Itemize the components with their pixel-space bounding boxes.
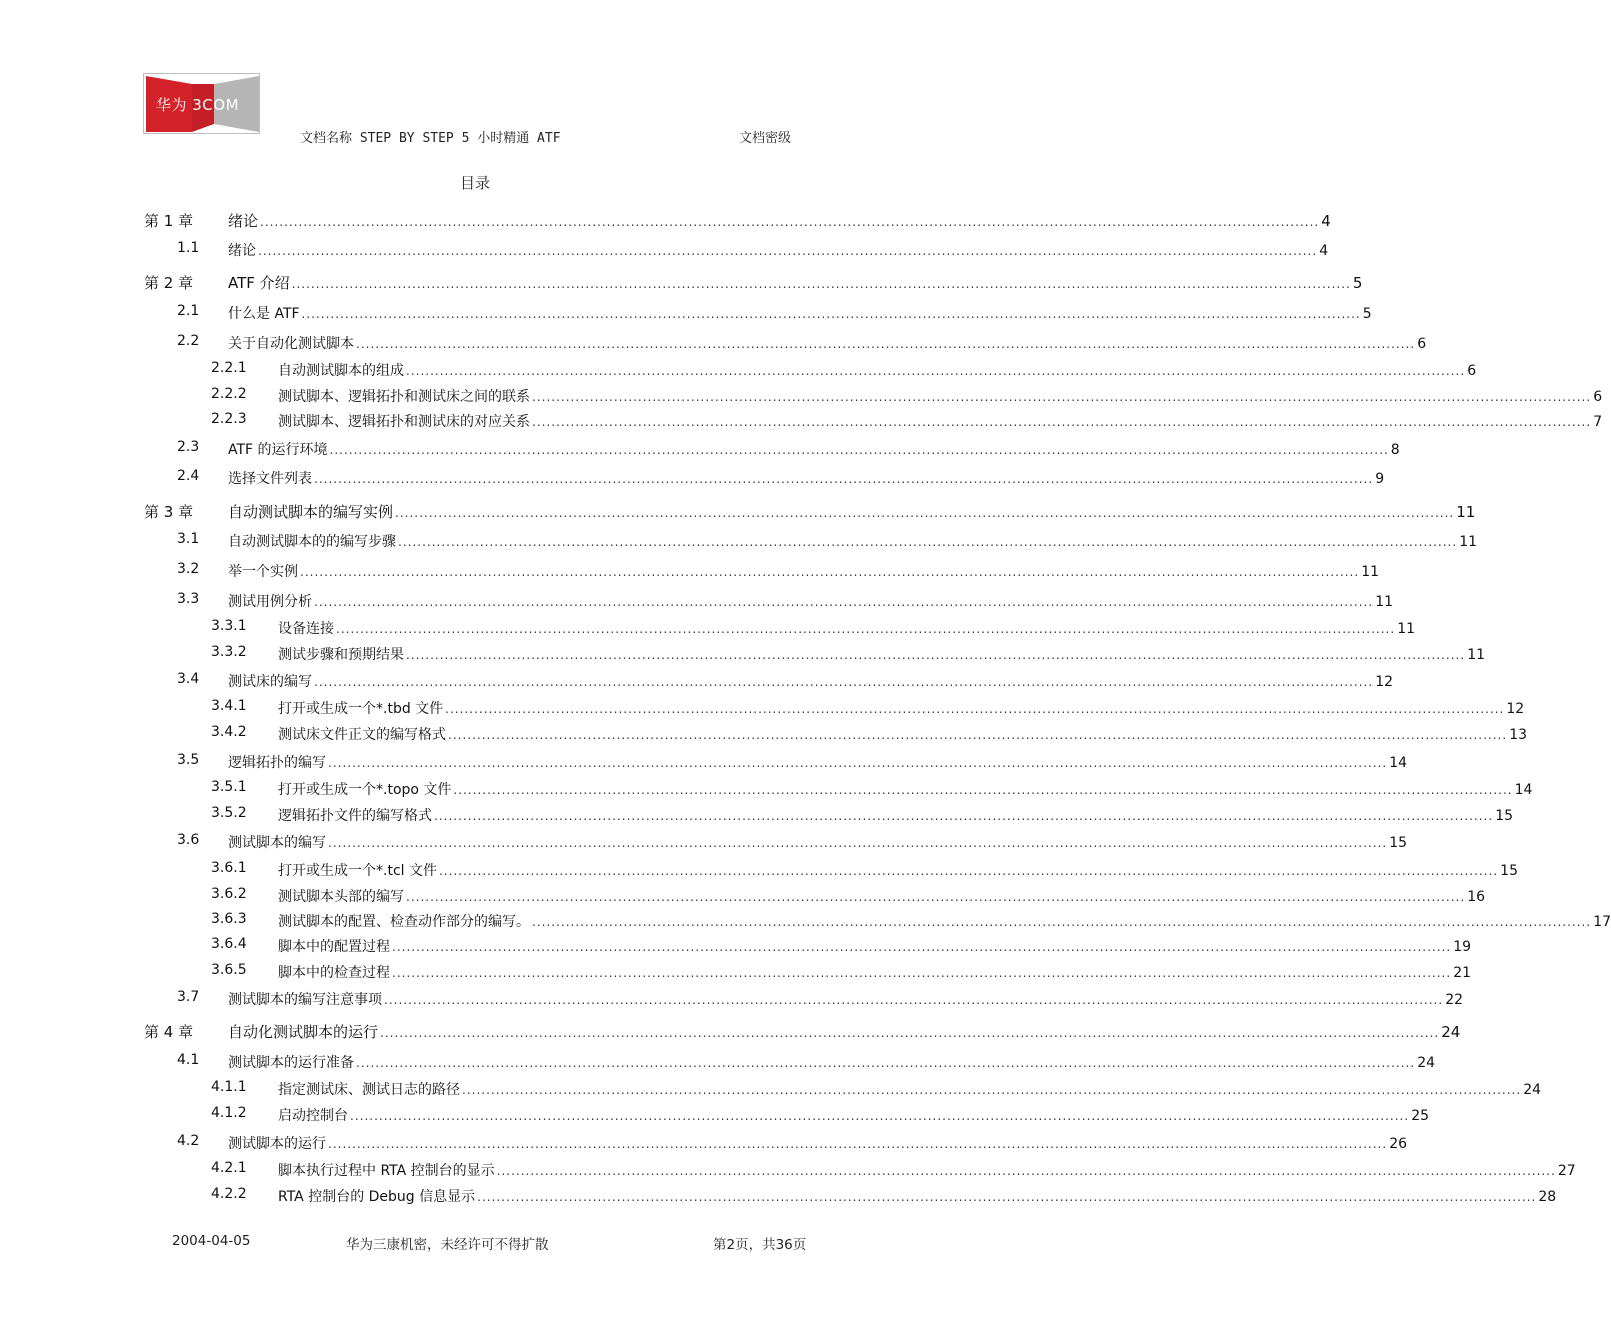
toc-entry-line	[278, 1079, 1542, 1099]
toc-entry-title: 测试脚本的编写注意事项	[228, 992, 382, 1008]
toc-leader-dots: ............................................................................................................................................................................................................................	[258, 244, 1318, 258]
toc-entry-line	[278, 724, 1528, 744]
toc-entry[interactable]	[0, 411, 1603, 433]
toc-entry-number: 4.2.2	[211, 1186, 247, 1202]
toc-entry-page: 13	[1509, 727, 1528, 743]
toc-entry-title: 脚本中的配置过程	[278, 939, 390, 955]
toc-entry-title: ATF 的运行环境	[228, 442, 328, 458]
toc-leader-dots: ............................................................................................................................................................................................................................	[314, 472, 1374, 486]
toc-entry-page: 16	[1467, 889, 1486, 905]
toc-entry-line	[228, 671, 1394, 691]
toc-entry-page: 12	[1375, 674, 1394, 690]
toc-leader-dots: ............................................................................................................................................................................................................................	[532, 390, 1592, 404]
toc-entry[interactable]	[0, 779, 1533, 801]
toc-entry-number: 第 1 章	[144, 212, 194, 230]
toc-leader-dots: ............................................................................................................................................................................................................................	[434, 809, 1494, 823]
toc-leader-dots: ............................................................................................................................................................................................................................	[336, 622, 1396, 636]
toc-leader-dots: ............................................................................................................................................................................................................................	[392, 966, 1452, 980]
toc-entry-page: 15	[1500, 863, 1518, 879]
toc-entry-page: 11	[1456, 503, 1476, 521]
toc-entry-line	[278, 386, 1603, 406]
toc-entry[interactable]	[0, 1133, 1408, 1155]
toc-leader-dots: ............................................................................................................................................................................................................................	[329, 443, 1389, 457]
toc-entry-title: 测试脚本、逻辑拓扑和测试床的对应关系	[278, 414, 530, 430]
toc-entry-page: 19	[1453, 939, 1472, 955]
toc-entry-title: 脚本执行过程中 RTA 控制台的显示	[278, 1163, 495, 1179]
toc-entry-number: 3.6	[177, 832, 200, 848]
toc-leader-dots: ............................................................................................................................................................................................................................	[496, 1164, 1556, 1178]
document-name: 文档名称 STEP BY STEP 5 小时精通 ATF	[300, 131, 561, 146]
toc-entry-line	[278, 698, 1525, 718]
toc-leader-dots: ............................................................................................................................................................................................................................	[462, 1083, 1522, 1097]
toc-entry-line	[278, 911, 1611, 931]
toc-leader-dots: ............................................................................................................................................................................................................................	[453, 783, 1513, 797]
toc-entry[interactable]	[0, 724, 1528, 746]
toc-entry-page: 9	[1375, 471, 1385, 487]
toc-leader-dots: ............................................................................................................................................................................................................................	[477, 1190, 1537, 1204]
toc-entry[interactable]	[0, 240, 1329, 262]
toc-entry[interactable]	[0, 698, 1525, 720]
toc-entry-number: 3.4.2	[211, 724, 247, 740]
toc-leader-dots: ............................................................................................................................................................................................................................	[445, 702, 1505, 716]
toc-entry-page: 4	[1319, 243, 1329, 259]
toc-entry-page: 6	[1593, 389, 1603, 405]
toc-entry-number: 2.3	[177, 439, 200, 455]
toc-entry-line	[228, 210, 1331, 231]
toc-entry-title: 测试脚本的编写	[228, 835, 326, 851]
toc-entry-title: 测试步骤和预期结果	[278, 647, 404, 663]
footer-confidential: 华为三康机密，未经许可不得扩散	[346, 1237, 549, 1253]
footer-date: 2004-04-05	[172, 1233, 251, 1249]
toc-entry-title: RTA 控制台的 Debug 信息显示	[278, 1189, 476, 1205]
toc-entry-title: 打开或生成一个*.tbd 文件	[278, 701, 444, 717]
toc-entry-number: 3.6.2	[211, 886, 247, 902]
toc-entry-number: 2.1	[177, 303, 200, 319]
toc-leader-dots: ............................................................................................................................................................................................................................	[380, 1026, 1440, 1040]
toc-entry-title: 测试床的编写	[228, 674, 312, 690]
toc-entry-number: 4.2	[177, 1133, 200, 1149]
toc-entry[interactable]	[0, 1052, 1436, 1074]
toc-entry-number: 4.2.1	[211, 1160, 247, 1176]
toc-entry[interactable]	[0, 360, 1477, 382]
toc-entry-line	[278, 779, 1533, 799]
toc-entry-page: 26	[1389, 1136, 1408, 1152]
toc-leader-dots: ............................................................................................................................................................................................................................	[532, 915, 1592, 929]
toc-entry-title: 启动控制台	[278, 1108, 348, 1124]
toc-entry-title: 自动测试脚本的组成	[278, 363, 404, 379]
toc-entry-title: 测试脚本的运行准备	[228, 1055, 354, 1071]
toc-entry-line	[278, 411, 1603, 431]
toc-entry[interactable]	[0, 561, 1380, 583]
toc-entry-title: 测试脚本、逻辑拓扑和测试床之间的联系	[278, 389, 530, 405]
toc-leader-dots: ............................................................................................................................................................................................................................	[438, 864, 1499, 878]
toc-entry-number: 3.5.2	[211, 805, 247, 821]
toc-entry[interactable]	[0, 468, 1385, 490]
toc-entry-page: 5	[1352, 274, 1363, 292]
toc-entry[interactable]	[0, 886, 1486, 908]
toc-entry[interactable]	[0, 591, 1394, 613]
toc-entry-number: 3.3.2	[211, 644, 247, 660]
toc-entry-number: 1.1	[177, 240, 200, 256]
toc-entry-page: 21	[1453, 965, 1472, 981]
toc-entry-number: 3.3.1	[211, 618, 247, 634]
toc-entry-number: 3.6.5	[211, 962, 247, 978]
toc-entry-title: 打开或生成一个*.topo 文件	[278, 782, 452, 798]
toc-entry[interactable]	[0, 962, 1472, 984]
toc-leader-dots: ............................................................................................................................................................................................................................	[328, 1137, 1388, 1151]
toc-entry[interactable]	[0, 860, 1518, 882]
toc-entry-number: 3.6.1	[211, 860, 247, 876]
toc-leader-dots: ............................................................................................................................................................................................................................	[314, 675, 1374, 689]
toc-entry[interactable]	[0, 671, 1394, 693]
toc-entry-page: 11	[1397, 621, 1416, 637]
toc-entry[interactable]	[0, 1186, 1557, 1208]
toc-entry-page: 11	[1459, 534, 1478, 550]
toc-leader-dots: ............................................................................................................................................................................................................................	[406, 648, 1466, 662]
toc-entry-number: 4.1.2	[211, 1105, 247, 1121]
toc-entry[interactable]	[0, 210, 1331, 232]
toc-entry[interactable]	[0, 1021, 1461, 1043]
toc-entry[interactable]	[0, 1079, 1542, 1101]
toc-entry[interactable]	[0, 272, 1363, 294]
toc-leader-dots: ............................................................................................................................................................................................................................	[291, 277, 1351, 291]
toc-leader-dots: ............................................................................................................................................................................................................................	[314, 595, 1374, 609]
toc-entry-line	[278, 936, 1472, 956]
toc-entry-number: 2.2.1	[211, 360, 247, 376]
toc-entry-title: 自动测试脚本的编写实例	[228, 503, 394, 521]
toc-entry-title: 测试脚本头部的编写	[278, 889, 404, 905]
toc-leader-dots: ............................................................................................................................................................................................................................	[301, 307, 1361, 321]
toc-entry[interactable]	[0, 752, 1408, 774]
toc-entry-title: 指定测试床、测试日志的路径	[278, 1082, 460, 1098]
toc-entry-page: 11	[1375, 594, 1394, 610]
toc-entry-number: 2.2.3	[211, 411, 247, 427]
toc-entry-line	[278, 962, 1472, 982]
toc-entry[interactable]	[0, 501, 1476, 523]
toc-entry[interactable]	[0, 386, 1603, 408]
toc-entry-title: 测试脚本的配置、检查动作部分的编写。	[278, 914, 530, 930]
toc-leader-dots: ............................................................................................................................................................................................................................	[300, 565, 1360, 579]
toc-entry-number: 3.5.1	[211, 779, 247, 795]
toc-entry-line	[278, 860, 1518, 880]
toc-entry-number: 3.6.3	[211, 911, 247, 927]
toc-leader-dots: ............................................................................................................................................................................................................................	[406, 890, 1466, 904]
toc-entry-line	[228, 439, 1400, 459]
toc-entry-page: 11	[1467, 647, 1486, 663]
toc-entry-line	[278, 360, 1477, 380]
toc-entry-page: 8	[1390, 442, 1400, 458]
toc-entry-page: 17	[1593, 914, 1611, 930]
toc-leader-dots: ............................................................................................................................................................................................................................	[448, 728, 1508, 742]
toc-entry[interactable]	[0, 832, 1408, 854]
toc-entry-line	[278, 886, 1486, 906]
toc-entry-title: 绪论	[228, 212, 259, 230]
toc-entry-number: 3.6.4	[211, 936, 247, 952]
toc-entry-line	[228, 531, 1478, 551]
toc-leader-dots: ............................................................................................................................................................................................................................	[532, 415, 1592, 429]
toc-title: 目录	[459, 174, 490, 192]
toc-entry-page: 12	[1506, 701, 1525, 717]
toc-entry-number: 第 2 章	[144, 274, 194, 292]
toc-leader-dots: ............................................................................................................................................................................................................................	[392, 940, 1452, 954]
toc-entry-line	[228, 333, 1427, 353]
toc-entry-number: 3.7	[177, 989, 200, 1005]
toc-entry-title: 关于自动化测试脚本	[228, 336, 354, 352]
toc-entry-line	[228, 1021, 1461, 1042]
toc-entry-page: 24	[1417, 1055, 1436, 1071]
toc-entry[interactable]	[0, 439, 1400, 461]
toc-entry[interactable]	[0, 1105, 1430, 1127]
toc-entry-line	[278, 1105, 1430, 1125]
toc-entry-line	[228, 468, 1385, 488]
toc-entry-page: 4	[1321, 212, 1331, 230]
toc-entry-title: 选择文件列表	[228, 471, 312, 487]
toc-leader-dots: ............................................................................................................................................................................................................................	[350, 1109, 1410, 1123]
toc-entry-line	[278, 1186, 1557, 1206]
toc-entry-line	[228, 240, 1329, 260]
toc-entry-page: 6	[1467, 363, 1477, 379]
toc-entry-line	[278, 1160, 1576, 1180]
toc-entry-number: 3.3	[177, 591, 200, 607]
toc-entry[interactable]	[0, 531, 1478, 553]
toc-entry-title: 什么是 ATF	[228, 306, 300, 322]
toc-entry-title: 逻辑拓扑文件的编写格式	[278, 808, 432, 824]
toc-entry-line	[228, 272, 1363, 293]
toc-entry-page: 28	[1538, 1189, 1557, 1205]
toc-entry[interactable]	[0, 1160, 1576, 1182]
toc-entry-line	[228, 1133, 1408, 1153]
toc-entry-line	[228, 1052, 1436, 1072]
toc-entry-number: 2.4	[177, 468, 200, 484]
toc-entry[interactable]	[0, 333, 1427, 355]
toc-entry-page: 27	[1557, 1163, 1576, 1179]
toc-entry-line	[278, 644, 1486, 664]
toc-leader-dots: ............................................................................................................................................................................................................................	[328, 836, 1388, 850]
toc-entry-title: 测试用例分析	[228, 594, 312, 610]
toc-leader-dots: ............................................................................................................................................................................................................................	[328, 756, 1388, 770]
toc-entry-title: 举一个实例	[228, 564, 298, 580]
toc-entry-title: 自动测试脚本的的编写步骤	[228, 534, 396, 550]
toc-entry-line	[228, 832, 1408, 852]
toc-entry-number: 3.2	[177, 561, 200, 577]
toc-entry-page: 25	[1411, 1108, 1430, 1124]
toc-entry-page: 14	[1514, 782, 1533, 798]
toc-entry[interactable]	[0, 303, 1372, 325]
toc-entry-title: 打开或生成一个*.tcl 文件	[278, 863, 437, 879]
toc-entry-number: 第 4 章	[144, 1023, 194, 1041]
toc-entry[interactable]	[0, 989, 1464, 1011]
toc-entry-line	[228, 561, 1380, 581]
toc-leader-dots: ............................................................................................................................................................................................................................	[260, 215, 1320, 229]
toc-leader-dots: ............................................................................................................................................................................................................................	[406, 364, 1466, 378]
toc-entry-number: 2.2	[177, 333, 200, 349]
toc-entry-page: 15	[1495, 808, 1514, 824]
toc-entry-line	[228, 989, 1464, 1009]
footer-page-number: 第2页，共36页	[713, 1237, 807, 1253]
toc-entry-title: 自动化测试脚本的运行	[228, 1023, 379, 1041]
toc-entry-page: 6	[1417, 336, 1427, 352]
toc-entry-line	[228, 501, 1476, 522]
toc-entry-number: 4.1.1	[211, 1079, 247, 1095]
toc-entry-title: 测试床文件正文的编写格式	[278, 727, 446, 743]
toc-entry-page: 22	[1445, 992, 1464, 1008]
toc-entry-number: 3.4	[177, 671, 200, 687]
document-security-level: 文档密级	[739, 131, 792, 146]
toc-entry-line	[278, 805, 1514, 825]
toc-entry-page: 15	[1389, 835, 1408, 851]
toc-entry-page: 11	[1361, 564, 1380, 580]
toc-entry-number: 2.2.2	[211, 386, 247, 402]
toc-entry-title: 绪论	[228, 243, 256, 259]
toc-entry-number: 3.5	[177, 752, 200, 768]
toc-entry-title: ATF 介绍	[228, 274, 290, 292]
toc-entry[interactable]	[0, 644, 1486, 666]
toc-entry-number: 4.1	[177, 1052, 200, 1068]
toc-entry-page: 14	[1389, 755, 1408, 771]
toc-entry-title: 逻辑拓扑的编写	[228, 755, 326, 771]
toc-entry-page: 24	[1441, 1023, 1461, 1041]
toc-entry-page: 7	[1593, 414, 1603, 430]
toc-entry[interactable]	[0, 936, 1472, 958]
toc-entry-title: 设备连接	[278, 621, 334, 637]
toc-leader-dots: ............................................................................................................................................................................................................................	[356, 1056, 1416, 1070]
logo-text: 华为 3COM	[156, 96, 240, 114]
toc-leader-dots: ............................................................................................................................................................................................................................	[356, 337, 1416, 351]
toc-entry[interactable]	[0, 911, 1611, 933]
toc-entry-page: 5	[1362, 306, 1372, 322]
toc-entry-line	[228, 752, 1408, 772]
toc-leader-dots: ............................................................................................................................................................................................................................	[395, 506, 1455, 520]
toc-entry[interactable]	[0, 618, 1416, 640]
toc-entry[interactable]	[0, 805, 1514, 827]
toc-entry-title: 测试脚本的运行	[228, 1136, 326, 1152]
toc-entry-title: 脚本中的检查过程	[278, 965, 390, 981]
toc-entry-line	[228, 591, 1394, 611]
toc-leader-dots: ............................................................................................................................................................................................................................	[398, 535, 1458, 549]
toc-entry-number: 第 3 章	[144, 503, 194, 521]
toc-entry-number: 3.1	[177, 531, 200, 547]
toc-entry-line	[228, 303, 1372, 323]
toc-leader-dots: ............................................................................................................................................................................................................................	[384, 993, 1444, 1007]
toc-entry-page: 24	[1523, 1082, 1542, 1098]
toc-entry-line	[278, 618, 1416, 638]
toc-entry-number: 3.4.1	[211, 698, 247, 714]
